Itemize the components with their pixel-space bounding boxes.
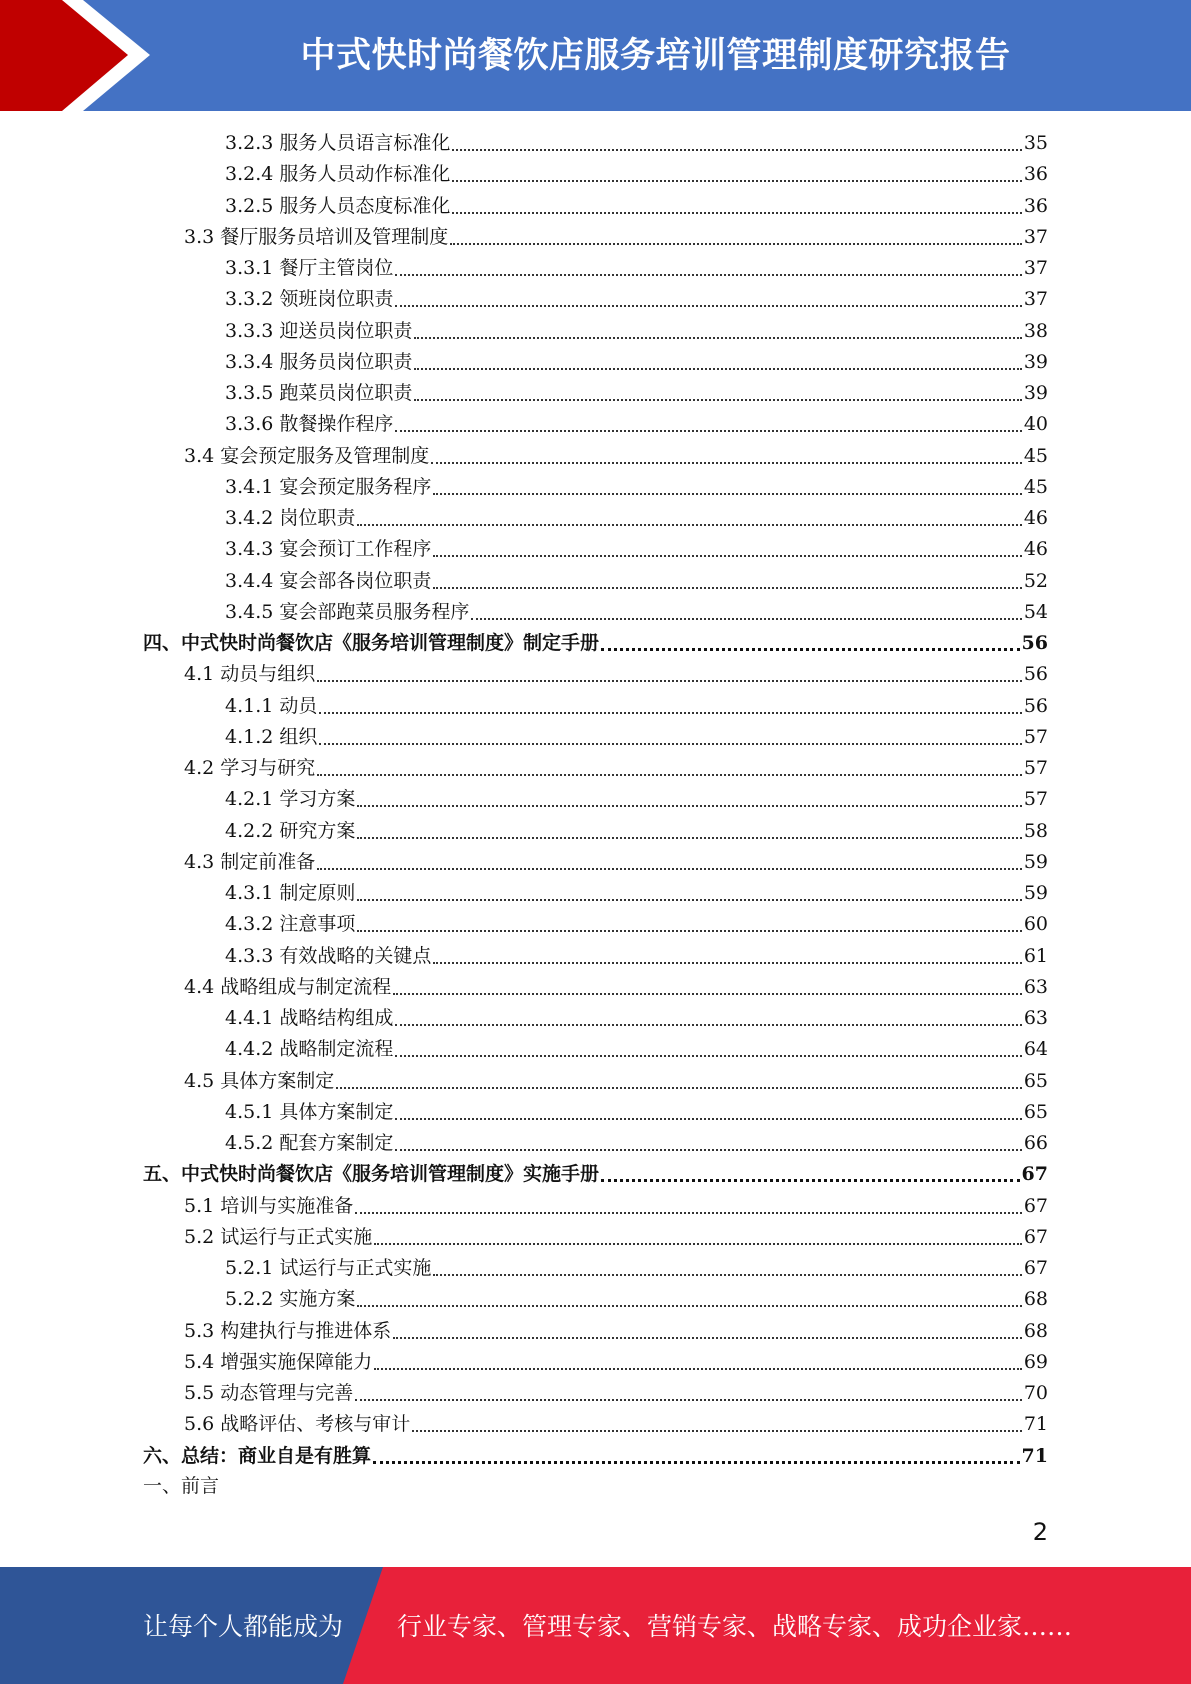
toc-dot-leader xyxy=(317,774,1022,776)
toc-dot-leader xyxy=(395,305,1021,307)
toc-entry[interactable] xyxy=(184,1316,1048,1347)
toc-entry-number: 4.2.1 xyxy=(225,788,274,811)
toc-entry-page: 36 xyxy=(1023,194,1048,217)
toc-entry-number: 4.5.2 xyxy=(225,1132,274,1154)
toc-entry-page: 36 xyxy=(1023,163,1048,186)
toc-entry[interactable] xyxy=(225,159,1048,190)
toc-entry-number: 3.4 xyxy=(184,444,215,467)
toc-entry-number: 4.2.2 xyxy=(225,819,274,842)
toc-dot-leader xyxy=(450,243,1022,245)
toc-entry-page: 46 xyxy=(1023,507,1048,529)
toc-entry[interactable] xyxy=(225,284,1048,315)
toc-dot-leader xyxy=(452,149,1021,151)
toc-entry-title: 服务人员态度标准化 xyxy=(279,194,451,217)
toc-entry-page: 67 xyxy=(1023,1257,1048,1279)
toc-entry[interactable] xyxy=(184,1409,1048,1440)
toc-entry-page: 67 xyxy=(1023,1225,1048,1248)
toc-entry-number: 3.4.1 xyxy=(225,475,274,498)
toc-entry-page: 60 xyxy=(1023,913,1048,936)
footer-slogan-right: 行业专家、管理专家、营销专家、战略专家、成功企业家…… xyxy=(397,1612,1073,1641)
toc-entry-number: 4.3 xyxy=(184,850,215,873)
toc-entry-title: 试运行与正式实施 xyxy=(279,1257,432,1279)
toc-entry[interactable] xyxy=(225,253,1048,284)
toc-entry-page: 40 xyxy=(1023,413,1048,436)
toc-entry[interactable] xyxy=(225,316,1048,347)
toc-entry-title: 服务员岗位职责 xyxy=(279,350,413,373)
toc-entry-page: 35 xyxy=(1023,132,1048,154)
toc-entry[interactable] xyxy=(225,722,1048,753)
toc-dot-leader xyxy=(319,743,1021,745)
toc-entry[interactable] xyxy=(184,1066,1048,1097)
toc-dot-leader xyxy=(317,680,1022,682)
toc-dot-leader xyxy=(433,493,1021,495)
toc-entry-page: 37 xyxy=(1023,225,1048,248)
toc-entry-page: 46 xyxy=(1023,538,1048,561)
toc-dot-leader xyxy=(373,1461,1020,1464)
toc-entry[interactable] xyxy=(184,659,1048,690)
toc-entry-number: 3.3.4 xyxy=(225,350,274,373)
toc-entry[interactable] xyxy=(184,1222,1048,1253)
toc-dot-leader xyxy=(395,1118,1021,1120)
toc-entry-title: 动态管理与完善 xyxy=(220,1382,354,1404)
toc-entry-number: 3.4.3 xyxy=(225,538,274,561)
toc-entry-title: 战略组成与制定流程 xyxy=(220,975,392,998)
toc-entry[interactable] xyxy=(184,753,1048,784)
toc-dot-leader xyxy=(471,618,1021,620)
toc-entry-number: 3.2.4 xyxy=(225,163,274,186)
toc-entry-title: 具体方案制定 xyxy=(220,1069,335,1092)
toc-entry[interactable] xyxy=(225,1034,1048,1065)
toc-entry-number: 5.4 xyxy=(184,1350,215,1373)
toc-entry-title: 宴会预定服务程序 xyxy=(279,475,432,498)
toc-entry-page: 56 xyxy=(1023,663,1048,686)
page-number: 2 xyxy=(1032,1518,1048,1546)
toc-entry-title: 服务人员语言标准化 xyxy=(279,132,451,154)
toc-entry-number: 5.5 xyxy=(184,1382,215,1404)
toc-entry[interactable] xyxy=(225,534,1048,565)
toc-entry-number: 5.2.1 xyxy=(225,1257,274,1279)
toc-dot-leader xyxy=(601,648,1020,651)
toc-entry-page: 56 xyxy=(1023,694,1048,717)
toc-dot-leader xyxy=(601,1179,1020,1182)
toc-entry-page: 63 xyxy=(1023,1007,1048,1029)
toc-entry[interactable] xyxy=(225,784,1048,815)
toc-entry-page: 39 xyxy=(1023,350,1048,373)
toc-entry-page: 58 xyxy=(1023,819,1048,842)
toc-entry-page: 37 xyxy=(1023,257,1048,279)
toc-entry-title: 注意事项 xyxy=(279,913,356,936)
toc-entry[interactable] xyxy=(225,1128,1048,1159)
toc-dot-leader xyxy=(395,274,1021,276)
toc-entry-title: 宴会部各岗位职责 xyxy=(279,569,432,592)
toc-entry-number: 5.6 xyxy=(184,1413,215,1436)
toc-entry[interactable] xyxy=(184,441,1048,472)
toc-entry-number: 4.3.3 xyxy=(225,944,274,967)
toc-dot-leader xyxy=(431,462,1022,464)
toc-entry-title: 宴会预定服务及管理制度 xyxy=(220,444,430,467)
toc-entry[interactable] xyxy=(184,972,1048,1003)
toc-entry-page: 68 xyxy=(1023,1319,1048,1342)
toc-entry-title: 宴会部跑菜员服务程序 xyxy=(279,600,470,623)
toc-entry[interactable] xyxy=(225,1253,1048,1284)
toc-entry[interactable] xyxy=(225,191,1048,222)
toc-dot-leader xyxy=(357,837,1021,839)
toc-dot-leader xyxy=(433,962,1021,964)
toc-dot-leader xyxy=(317,868,1022,870)
toc-entry[interactable] xyxy=(225,128,1048,159)
toc-entry[interactable] xyxy=(225,816,1048,847)
toc-entry-page: 38 xyxy=(1023,319,1048,342)
footer-slogan-left: 让每个人都能成为 xyxy=(143,1612,344,1641)
toc-entry-number: 3.4.4 xyxy=(225,569,274,592)
page-footer xyxy=(0,1567,1191,1684)
toc-entry-number: 3.4.5 xyxy=(225,600,274,623)
toc-entry[interactable] xyxy=(143,1159,1048,1190)
toc-entry-number: 5.3 xyxy=(184,1319,215,1342)
toc-entry-page: 54 xyxy=(1023,600,1048,623)
toc-entry-title: 战略结构组成 xyxy=(279,1007,394,1029)
toc-dot-leader xyxy=(355,1212,1022,1214)
toc-entry-number: 4.5.1 xyxy=(225,1100,274,1123)
toc-entry-number: 3.3.1 xyxy=(225,257,274,279)
toc-entry-page: 68 xyxy=(1023,1288,1048,1311)
toc-entry[interactable] xyxy=(184,1191,1048,1222)
toc-entry-title: 制定原则 xyxy=(279,882,356,904)
toc-entry-number: 4.1.1 xyxy=(225,694,274,717)
toc-entry[interactable] xyxy=(225,1284,1048,1315)
toc-entry[interactable] xyxy=(225,1097,1048,1128)
toc-entry-title: 具体方案制定 xyxy=(279,1100,394,1123)
toc-entry-title: 四、中式快时尚餐饮店《服务培训管理制度》制定手册 xyxy=(143,632,600,654)
toc-entry[interactable] xyxy=(225,878,1048,909)
toc-dot-leader xyxy=(433,587,1021,589)
toc-entry-page: 70 xyxy=(1023,1382,1048,1404)
toc-entry-number: 3.3.3 xyxy=(225,319,274,342)
toc-entry-title: 服务人员动作标准化 xyxy=(279,163,451,186)
toc-entry-page: 65 xyxy=(1023,1100,1048,1123)
toc-entry-number: 3.2.5 xyxy=(225,194,274,217)
toc-entry[interactable] xyxy=(184,847,1048,878)
toc-entry-number: 4.1 xyxy=(184,663,215,686)
toc-entry-title: 学习方案 xyxy=(279,788,356,811)
toc-entry-page: 59 xyxy=(1023,850,1048,873)
toc-entry-number: 3.4.2 xyxy=(225,507,274,529)
toc-dot-leader xyxy=(357,805,1021,807)
toc-entry-title: 增强实施保障能力 xyxy=(220,1350,373,1373)
toc-entry-title: 试运行与正式实施 xyxy=(220,1225,373,1248)
toc-entry[interactable] xyxy=(143,628,1048,659)
toc-entry-number: 4.5 xyxy=(184,1069,215,1092)
toc-dot-leader xyxy=(319,712,1021,714)
toc-dot-leader xyxy=(355,1399,1022,1401)
toc-entry-number: 3.3.5 xyxy=(225,382,274,404)
toc-entry-page: 56 xyxy=(1021,632,1048,654)
toc-entry-number: 4.4.1 xyxy=(225,1007,274,1029)
toc-entry-number: 3.3.2 xyxy=(225,288,274,311)
toc-dot-leader xyxy=(433,555,1021,557)
toc-dot-leader xyxy=(393,993,1022,995)
toc-entry[interactable] xyxy=(225,503,1048,534)
toc-entry[interactable] xyxy=(143,1441,1048,1472)
toc-entry-page: 61 xyxy=(1023,944,1048,967)
toc-entry-title: 动员与组织 xyxy=(220,663,316,686)
toc-entry-page: 69 xyxy=(1023,1350,1048,1373)
toc-entry-title: 制定前准备 xyxy=(220,850,316,873)
toc-entry-page: 52 xyxy=(1023,569,1048,592)
toc-dot-leader xyxy=(412,1430,1022,1432)
toc-entry[interactable] xyxy=(225,472,1048,503)
toc-entry-page: 71 xyxy=(1023,1413,1048,1436)
toc-dot-leader xyxy=(374,1368,1022,1370)
toc-entry-page: 39 xyxy=(1023,382,1048,404)
toc-entry-title: 战略评估、考核与审计 xyxy=(220,1413,411,1436)
toc-entry-title: 培训与实施准备 xyxy=(220,1194,354,1217)
toc-entry-title: 迎送员岗位职责 xyxy=(279,319,413,342)
toc-entry-page: 64 xyxy=(1023,1038,1048,1061)
toc-dot-leader xyxy=(433,1274,1021,1276)
toc-entry-title: 组织 xyxy=(279,725,318,748)
toc-entry[interactable] xyxy=(225,691,1048,722)
toc-dot-leader xyxy=(357,524,1021,526)
toc-entry-number: 3.3.6 xyxy=(225,413,274,436)
toc-entry-number: 4.1.2 xyxy=(225,725,274,748)
toc-entry-title: 餐厅服务员培训及管理制度 xyxy=(220,225,449,248)
toc-entry-page: 59 xyxy=(1023,882,1048,904)
toc-entry-page: 57 xyxy=(1023,725,1048,748)
toc-entry-page: 67 xyxy=(1023,1194,1048,1217)
toc-dot-leader xyxy=(357,1305,1021,1307)
toc-entry-page: 57 xyxy=(1023,788,1048,811)
toc-dot-leader xyxy=(336,1087,1022,1089)
toc-entry-page: 71 xyxy=(1021,1444,1048,1467)
toc-entry-number: 3.3 xyxy=(184,225,215,248)
toc-entry[interactable] xyxy=(225,378,1048,409)
toc-entry-title: 学习与研究 xyxy=(220,757,316,779)
toc-entry[interactable] xyxy=(225,409,1048,440)
toc-entry-number: 4.4.2 xyxy=(225,1038,274,1061)
toc-dot-leader xyxy=(374,1243,1022,1245)
toc-dot-leader xyxy=(357,899,1021,901)
toc-entry-page: 63 xyxy=(1023,975,1048,998)
toc-dot-leader xyxy=(393,1337,1022,1339)
toc-entry-title: 领班岗位职责 xyxy=(279,288,394,311)
toc-entry-page: 65 xyxy=(1023,1069,1048,1092)
toc-entry[interactable] xyxy=(225,347,1048,378)
page-header xyxy=(0,0,1191,111)
toc-entry-page: 66 xyxy=(1023,1132,1048,1154)
toc-dot-leader xyxy=(395,1149,1021,1151)
toc-entry-number: 4.3.1 xyxy=(225,882,274,904)
toc-dot-leader xyxy=(395,1055,1021,1057)
toc-dot-leader xyxy=(357,930,1021,932)
toc-entry-number: 5.2 xyxy=(184,1225,215,1248)
toc-entry[interactable] xyxy=(184,222,1048,253)
toc-entry-title: 宴会预订工作程序 xyxy=(279,538,432,561)
toc-entry-title: 散餐操作程序 xyxy=(279,413,394,436)
toc-entry-title: 岗位职责 xyxy=(279,507,356,529)
toc-dot-leader xyxy=(395,1024,1021,1026)
toc-entry[interactable] xyxy=(184,1347,1048,1378)
toc-entry[interactable] xyxy=(225,597,1048,628)
toc-entry-number: 4.3.2 xyxy=(225,913,274,936)
toc-entry-page: 45 xyxy=(1023,444,1048,467)
toc-entry[interactable] xyxy=(225,566,1048,597)
toc-dot-leader xyxy=(395,430,1021,432)
toc-entry-page: 57 xyxy=(1023,757,1048,779)
toc-entry-title: 五、中式快时尚餐饮店《服务培训管理制度》实施手册 xyxy=(143,1163,600,1186)
toc-entry-number: 5.2.2 xyxy=(225,1288,274,1311)
toc-entry-number: 4.2 xyxy=(184,757,215,779)
toc-entry-title: 研究方案 xyxy=(279,819,356,842)
toc-entry[interactable] xyxy=(225,941,1048,972)
toc-entry[interactable] xyxy=(225,909,1048,940)
toc-entry[interactable] xyxy=(225,1003,1048,1034)
toc-entry-page: 67 xyxy=(1021,1163,1048,1186)
toc-dot-leader xyxy=(452,212,1021,214)
toc-entry-title: 跑菜员岗位职责 xyxy=(279,382,413,404)
toc-entry-number: 5.1 xyxy=(184,1194,215,1217)
toc-dot-leader xyxy=(414,368,1021,370)
toc-dot-leader xyxy=(414,337,1021,339)
toc-entry-number: 4.4 xyxy=(184,975,215,998)
toc-entry-title: 六、总结：商业自是有胜算 xyxy=(143,1444,372,1467)
toc-entry-title: 动员 xyxy=(279,694,318,717)
toc-entry-title: 实施方案 xyxy=(279,1288,356,1311)
toc-trailing-line: 一、前言 xyxy=(143,1475,220,1497)
toc-entry-title: 餐厅主管岗位 xyxy=(279,257,394,279)
toc-entry-title: 战略制定流程 xyxy=(279,1038,394,1061)
toc-entry-number: 3.2.3 xyxy=(225,132,274,154)
toc-entry-title: 构建执行与推进体系 xyxy=(220,1319,392,1342)
toc-entry-title: 配套方案制定 xyxy=(279,1132,394,1154)
toc-entry-title: 有效战略的关键点 xyxy=(279,944,432,967)
toc-entry-page: 45 xyxy=(1023,475,1048,498)
toc-entry-page: 37 xyxy=(1023,288,1048,311)
document-title: 中式快时尚餐饮店服务培训管理制度研究报告 xyxy=(300,36,1011,76)
toc-dot-leader xyxy=(414,399,1021,401)
toc-entry[interactable] xyxy=(184,1378,1048,1409)
toc-dot-leader xyxy=(452,180,1021,182)
